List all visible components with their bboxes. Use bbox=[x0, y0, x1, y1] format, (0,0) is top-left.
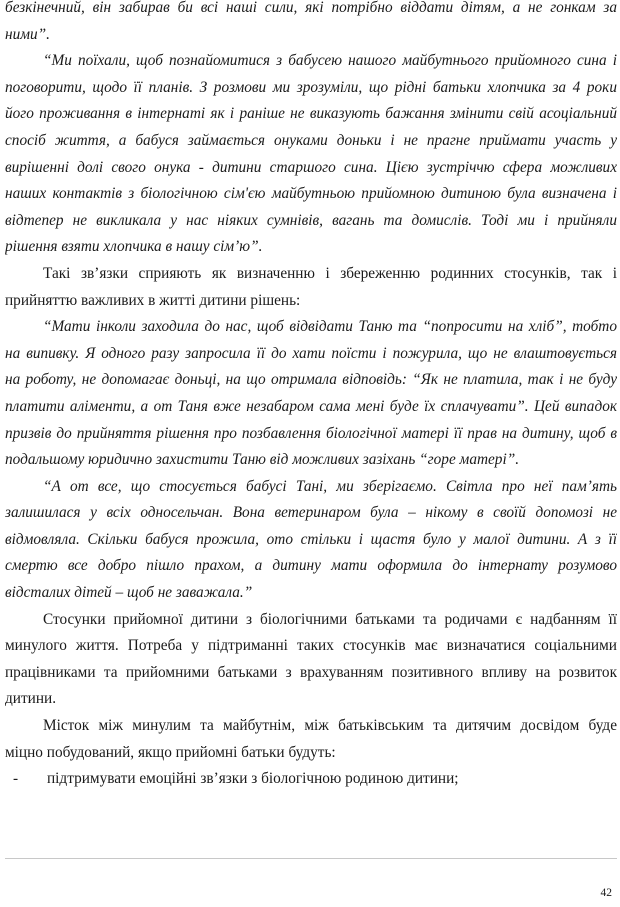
text-line: рішення взяти хлопчика в нашу сім’ю”. bbox=[5, 238, 263, 256]
text-line: подальшому юридично захистити Таню від можливих зазіхань “горе матері”. bbox=[5, 451, 520, 469]
text-line: платити аліменти, а от Таня вже незабаром сама мені буде їх сплачувати”. Цей випадок bbox=[5, 397, 617, 415]
text-line: його проживання в інтернаті як і раніше не виказують бажання змінити свій асоціальний bbox=[5, 105, 617, 123]
paragraph-connections bbox=[5, 261, 617, 314]
text-line: на роботу, не допомагає доньці, на що отримала відповідь: “Як не платила, так і не буду bbox=[5, 371, 617, 389]
text-line: “Ми поїхали, щоб познайомитися з бабусею нашого майбутнього прийомного сина і bbox=[43, 52, 617, 70]
body-text bbox=[5, 0, 617, 793]
bullet-text: підтримувати емоційні зв’язки з біологічною родиною дитини; bbox=[47, 770, 459, 788]
text-line: відтепер не викликала у нас ніяких сумнівів, вагань та домислів. Тоді ми і прийняли bbox=[5, 211, 617, 229]
text-line: Такі зв’язки сприяють як визначенню і збереженню родинних стосунків, так і bbox=[43, 264, 617, 282]
text-line: “Мати інколи заходила до нас, щоб відвідати Таню та “попросити на хліб”, тобто bbox=[43, 318, 617, 336]
paragraph-quote-grandmother-visit bbox=[5, 48, 617, 261]
text-line: ними”. bbox=[5, 25, 50, 43]
footer-divider bbox=[5, 858, 617, 859]
paragraph-quote-mother-visits bbox=[5, 314, 617, 474]
text-line: смертю все добро пішло прахом, а дитину мати оформила до інтернату розумово bbox=[5, 557, 617, 575]
paragraph-quote-continuation bbox=[5, 0, 617, 48]
paragraph-relationships bbox=[5, 607, 617, 713]
text-line: Стосунки прийомної дитини з біологічними батьками та родичами є надбанням її bbox=[43, 610, 617, 628]
text-line: міцно побудований, якщо прийомні батьки будуть: bbox=[5, 743, 336, 761]
text-line: відмовляла. Скільки бабуся прожила, ото стільки і щастя було у малої дитини. А з її bbox=[5, 530, 617, 548]
paragraph-quote-grandmother-tanya bbox=[5, 474, 617, 607]
bullet-marker: - bbox=[13, 770, 19, 788]
text-line: вирішенні долі свого онука - дитини старшого сина. Цією зустріччю сфера можливих bbox=[5, 158, 617, 176]
text-line: прийняттю важливих в житті дитини рішень: bbox=[5, 291, 301, 309]
text-line: “А от все, що стосується бабусі Тані, ми зберігаємо. Світла про неї пам’ять bbox=[43, 477, 617, 495]
text-line: поговорити, щодо її планів. З розмови ми зрозуміли, що рідні батьки хлопчика за 4 роки bbox=[5, 78, 617, 96]
text-line: наших контактів з біологічною сім'єю майбутньою прийомною дитиною була визначена і bbox=[5, 185, 617, 203]
text-line: на випивку. Я одного разу запросила її до хати поїсти і пожурила, що не влаштовується bbox=[5, 344, 617, 362]
text-line: безкінечний, він забирав би всі наші сили, які потрібно віддати дітям, а не гонкам за bbox=[5, 0, 617, 16]
text-line: дитини. bbox=[5, 690, 57, 708]
text-line: минулого життя. Потреба у підтриманні таких стосунків має визначатися соціальними bbox=[5, 637, 617, 655]
text-line: Місток між минулим та майбутнім, між батьківським та дитячим досвідом буде bbox=[43, 717, 617, 735]
text-line: спосіб життя, а бабуся займається онуками доньки і не прагне приймати участь у bbox=[5, 131, 617, 149]
paragraph-bridge bbox=[5, 713, 617, 766]
text-line: працівниками та прийомними батьками з врахуванням позитивного впливу на розвиток bbox=[5, 663, 617, 681]
text-line: призвів до прийняття рішення про позбавлення біологічної матері її прав на дитину, щоб в bbox=[5, 424, 617, 442]
text-line: залишилася у всіх односельчан. Вона ветеринаром була – нікому в своїй допомозі не bbox=[5, 504, 617, 522]
list-item bbox=[5, 766, 617, 793]
text-line: відсталих дітей – щоб не заважала.” bbox=[5, 584, 253, 602]
page-number: 42 bbox=[600, 887, 612, 899]
